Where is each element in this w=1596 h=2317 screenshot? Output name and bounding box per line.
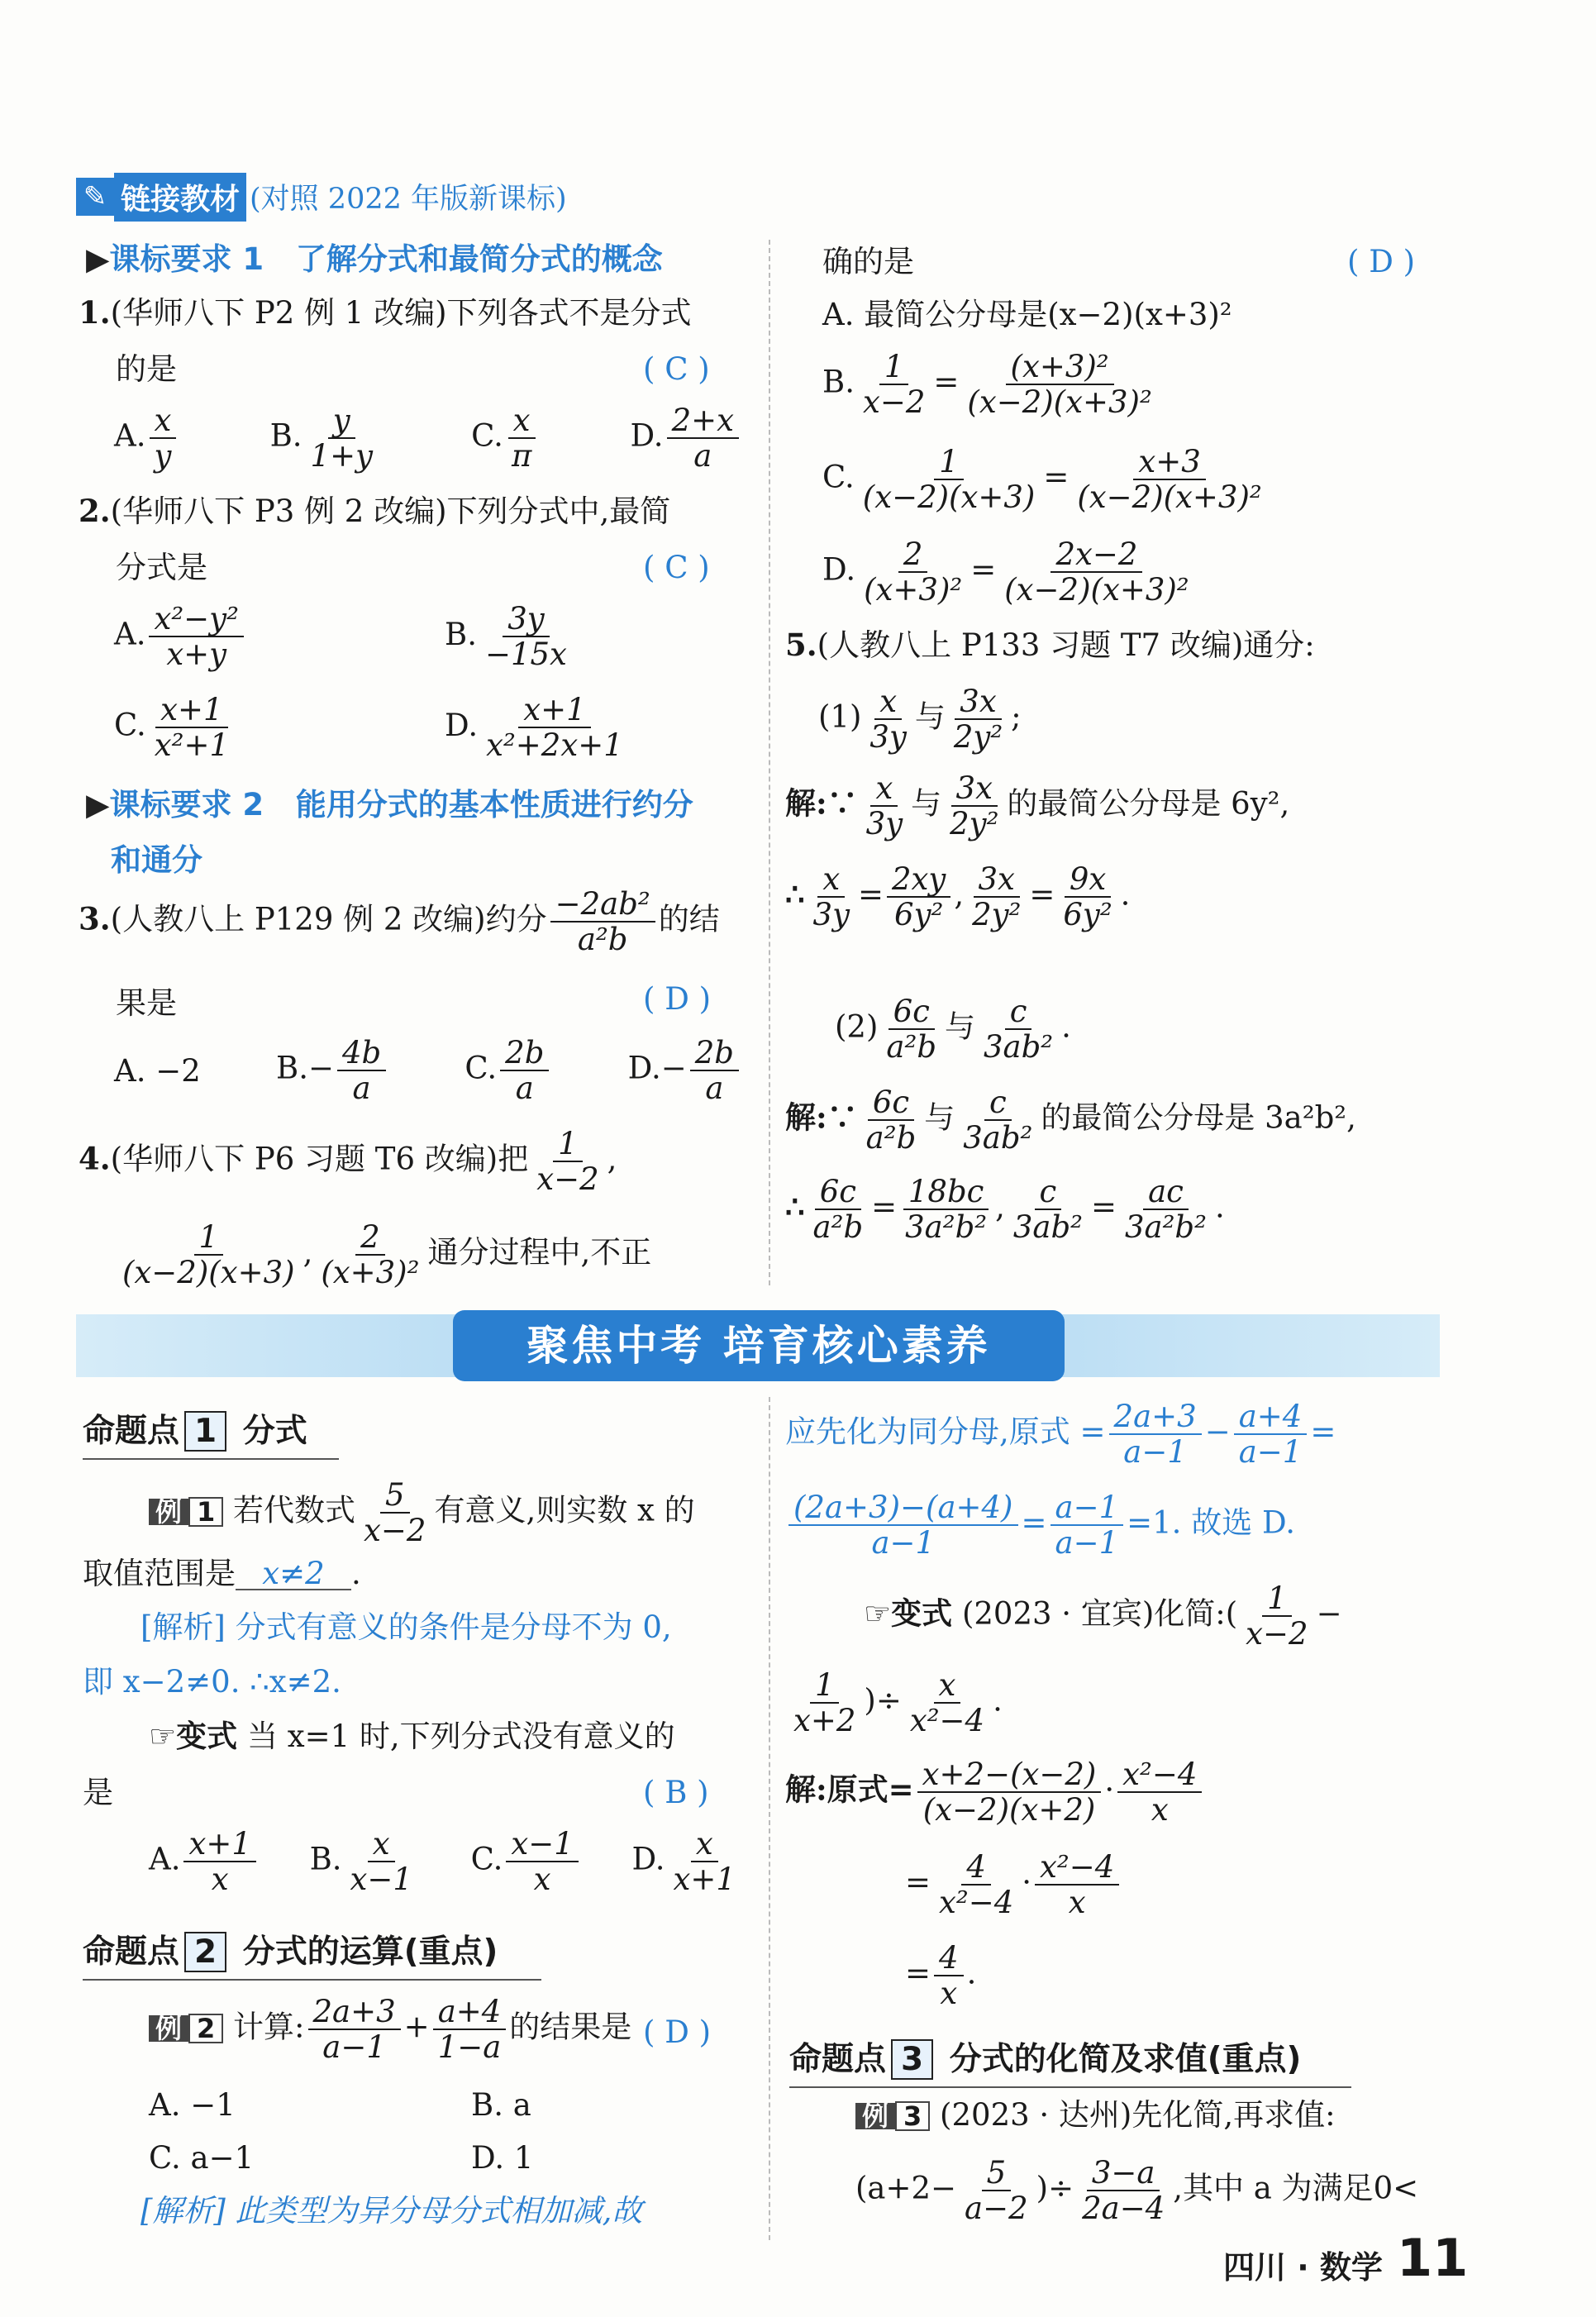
q2-option-d: D. $\frac{x+1}{\text{x²+2x+1}}$ xyxy=(445,692,623,763)
ex2-stem: 例 2 计算: $\frac{2a+3}{a-1}$ + $\frac{a+4}{1-a}$ 的结果是 xyxy=(149,1996,631,2062)
q2-option-a: A. $\frac{\text{x²−y²}}{x+y}$ xyxy=(114,603,445,670)
q4-option-c: C. $\frac{1}{(x-2)(x+3)}$ = $\frac{x+3}{\text{(x−2)(x+3)²}}$ xyxy=(822,444,1262,515)
ex2-analysis-cont1: 应先化为同分母,原式 = $\frac{2a+3}{a-1}$ − $\frac{a+4}{a-1}$ = xyxy=(785,1399,1336,1470)
var2-stem: ☞变式 (2023 · 宜宾)化简:( $\frac{1}{x-2}$ − xyxy=(864,1580,1342,1652)
ex3-stem: 例 3 (2023 · 达州)先化简,再求值: xyxy=(855,2100,1336,2131)
q2-option-c: C. $\frac{x+1}{\text{x²+1}}$ xyxy=(114,692,230,763)
q3-option-c: C. $\frac{2b}{a}$ xyxy=(465,1037,552,1104)
ex1-analysis-1: [解析] 分式有意义的条件是分母不为 0, xyxy=(141,1609,672,1645)
q4-cont: 确的是 xyxy=(822,244,914,279)
q1-options xyxy=(114,403,742,474)
ex2-option-d: D. 1 xyxy=(471,2140,534,2176)
q5-stem: 5.(人教八上 P133 习题 T7 改编)通分: xyxy=(785,627,1315,663)
mt1-heading: 命题点 1 分式 xyxy=(83,1405,339,1460)
ex1-cont: 取值范围是 x≠2 . xyxy=(83,1556,361,1591)
q5-part2: (2) $\frac{6c}{\text{a²b}}$ 与 $\frac{c}{\text{3ab²}}$ . xyxy=(835,994,1071,1065)
q2-options-row1 xyxy=(114,603,742,670)
footer-region: 四川 · 数学 xyxy=(1223,2249,1383,2286)
column-divider-top xyxy=(769,240,770,1285)
q3-answer: ( D ) xyxy=(643,981,712,1017)
link-note: (对照 2022 年版新课标) xyxy=(250,183,567,216)
req2-heading: ▶课标要求 2 能用分式的基本性质进行约分 xyxy=(86,787,693,822)
var1-answer: ( B ) xyxy=(643,1775,709,1810)
q5-solution2-line1: 解:∵ $\frac{6c}{\text{a²b}}$ 与 $\frac{c}{\text{3ab²}}$ 的最简公分母是 3a²b², xyxy=(785,1085,1356,1156)
var2-solution-1: 解:原式= $\frac{x+2-(x-2)}{(x-2)(x+2)}$ · $\frac{\text{x²−4}}{x}$ xyxy=(785,1759,1205,1825)
q3-cont: 果是 xyxy=(116,985,177,1021)
q4-option-b: B. $\frac{1}{x-2}$ = $\frac{\text{(x+3)²}}{\text{(x−2)(x+3)²}}$ xyxy=(822,349,1152,420)
q4-stem-cont: $\frac{1}{(x-2)(x+3)}$ , $\frac{2}{\text{(x+3)²}}$ 通分过程中,不正 xyxy=(122,1219,652,1290)
q3-options xyxy=(114,1037,742,1104)
q4-option-a: A. 最简公分母是(x−2)(x+3)² xyxy=(822,297,1232,332)
page-number: 11 xyxy=(1397,2228,1469,2288)
var1-stem: ☞变式 当 x=1 时,下列分式没有意义的 xyxy=(149,1718,675,1754)
pointing-hand-icon: ☞ xyxy=(864,1595,892,1632)
q1-option-a: A. $\frac{x}{y}$ xyxy=(114,405,179,471)
q4-answer: ( D ) xyxy=(1347,244,1416,279)
q1-answer: ( C ) xyxy=(643,351,710,387)
ex1-analysis-2: 即 x−2≠0. ∴x≠2. xyxy=(83,1664,341,1700)
ex2-options-row1 xyxy=(149,2087,531,2123)
pointing-hand-icon: ☞ xyxy=(149,1719,177,1754)
q3-stem: 3.(人教八上 P129 例 2 改编)约分 $\frac{\text{−2ab²}}{\text{a²b}}$ 的结 xyxy=(79,886,720,957)
var1-option-c: C. $\frac{x-1}{x}$ xyxy=(471,1828,582,1895)
q3-option-d: D.− $\frac{2b}{a}$ xyxy=(628,1037,742,1104)
req1-heading: ▶课标要求 1 了解分式和最简分式的概念 xyxy=(86,241,663,277)
banner-title: 聚焦中考 培育核心素养 xyxy=(453,1310,1065,1381)
q2-option-b: B. $\frac{3y}{-15x}$ xyxy=(445,601,567,672)
ex2-analysis-cont2: $\frac{(2a+3)-(a+4)}{a-1}$ = $\frac{a-1}{a-1}$ =1. 故选 D. xyxy=(785,1492,1295,1558)
q3-option-b: B.− $\frac{4b}{a}$ xyxy=(276,1037,389,1104)
q5-solution1-line1: 解:∵ $\frac{x}{3y}$ 与 $\frac{3x}{\text{2y²}}$ 的最简公分母是 6y², xyxy=(785,770,1290,841)
ex2-answer: ( D ) xyxy=(643,2014,712,2050)
q2-stem: 2.(华师八下 P3 例 2 改编)下列分式中,最简 xyxy=(79,493,671,529)
q3-option-a: A. −2 xyxy=(114,1053,201,1089)
ex2-option-a: A. −1 xyxy=(149,2087,236,2123)
q2-cont: 分式是 xyxy=(116,550,207,585)
mt3-heading: 命题点 3 分式的化简及求值(重点) xyxy=(789,2033,1351,2088)
q1-stem: 1.(华师八下 P2 例 1 改编)下列各式不是分式 xyxy=(79,294,692,331)
q1-cont: 的是 xyxy=(116,351,177,387)
mt2-heading: 命题点 2 分式的运算(重点) xyxy=(83,1926,541,1981)
q1-option-d: D. $\frac{2+x}{a}$ xyxy=(630,405,742,471)
link-badge: 链接教材 xyxy=(114,173,246,222)
column-divider-bottom xyxy=(769,1397,770,2240)
ex2-option-c: C. a−1 xyxy=(149,2140,255,2176)
q5-part1: (1) $\frac{x}{3y}$ 与 $\frac{3x}{\text{2y²}}$ ; xyxy=(818,684,1022,755)
ex2-options-row2 xyxy=(149,2140,534,2176)
var1-option-a: A. $\frac{x+1}{x}$ xyxy=(149,1828,260,1895)
q4-option-d: D. $\frac{2}{\text{(x+3)²}}$ = $\frac{2x-2}{\text{(x−2)(x+3)²}}$ xyxy=(822,536,1189,608)
link-header xyxy=(76,175,567,218)
var1-cont: 是 xyxy=(83,1775,113,1810)
q2-options-row2 xyxy=(114,692,742,763)
q5-solution2-line2: ∴ $\frac{6c}{\text{a²b}}$ = $\frac{18bc}{\text{3a²b²}}$ , $\frac{c}{\text{3ab²}}$ = $\frac{ac}{\text{3a²b²}}$ . xyxy=(785,1174,1225,1245)
q4-stem: 4.(华师八下 P6 习题 T6 改编)把 $\frac{1}{x-2}$ , xyxy=(79,1126,617,1197)
ex2-option-b: B. a xyxy=(471,2087,531,2123)
ex3-expression: (a+2− $\frac{5}{a-2}$ )÷ $\frac{3-a}{2a-4}$ ,其中 a 为满足0< xyxy=(855,2155,1419,2226)
q1-option-b: B. $\frac{y}{1+y}$ xyxy=(269,403,373,474)
req2-heading-cont: 和通分 xyxy=(111,842,202,878)
triangle-marker-icon: ▶ xyxy=(86,241,110,277)
var2-solution-3: = $\frac{4}{x}$ . xyxy=(905,1940,977,2011)
var1-option-d: D. $\frac{x}{x+1}$ xyxy=(631,1826,736,1897)
pencil-icon: ✎ xyxy=(76,178,114,216)
ex1-stem: 例 1 若代数式 $\frac{5}{x-2}$ 有意义,则实数 x 的 xyxy=(149,1480,695,1546)
triangle-marker-icon: ▶ xyxy=(86,787,110,822)
ex1-blank: x≠2 xyxy=(236,1558,351,1590)
q2-answer: ( C ) xyxy=(643,550,710,585)
ex2-analysis: [解析] 此类型为异分母分式相加减,故 xyxy=(141,2193,643,2229)
var1-option-b: B. $\frac{x}{x-1}$ xyxy=(309,1826,412,1897)
var2-stem-cont: $\frac{1}{x+2}$ )÷ $\frac{x}{\text{x²−4}}$ . xyxy=(793,1667,1003,1738)
var1-options xyxy=(149,1828,744,1895)
q5-solution1-line2: ∴ $\frac{x}{3y}$ = $\frac{2xy}{\text{6y²}}$ , $\frac{3x}{\text{2y²}}$ = $\frac{9x}{\text{6y²}}$ . xyxy=(785,861,1131,932)
q1-option-c: C. $\frac{x}{\pi}$ xyxy=(471,405,540,471)
var2-solution-2: = $\frac{4}{\text{x²−4}}$ · $\frac{\text{x²−4}}{x}$ xyxy=(905,1852,1122,1918)
